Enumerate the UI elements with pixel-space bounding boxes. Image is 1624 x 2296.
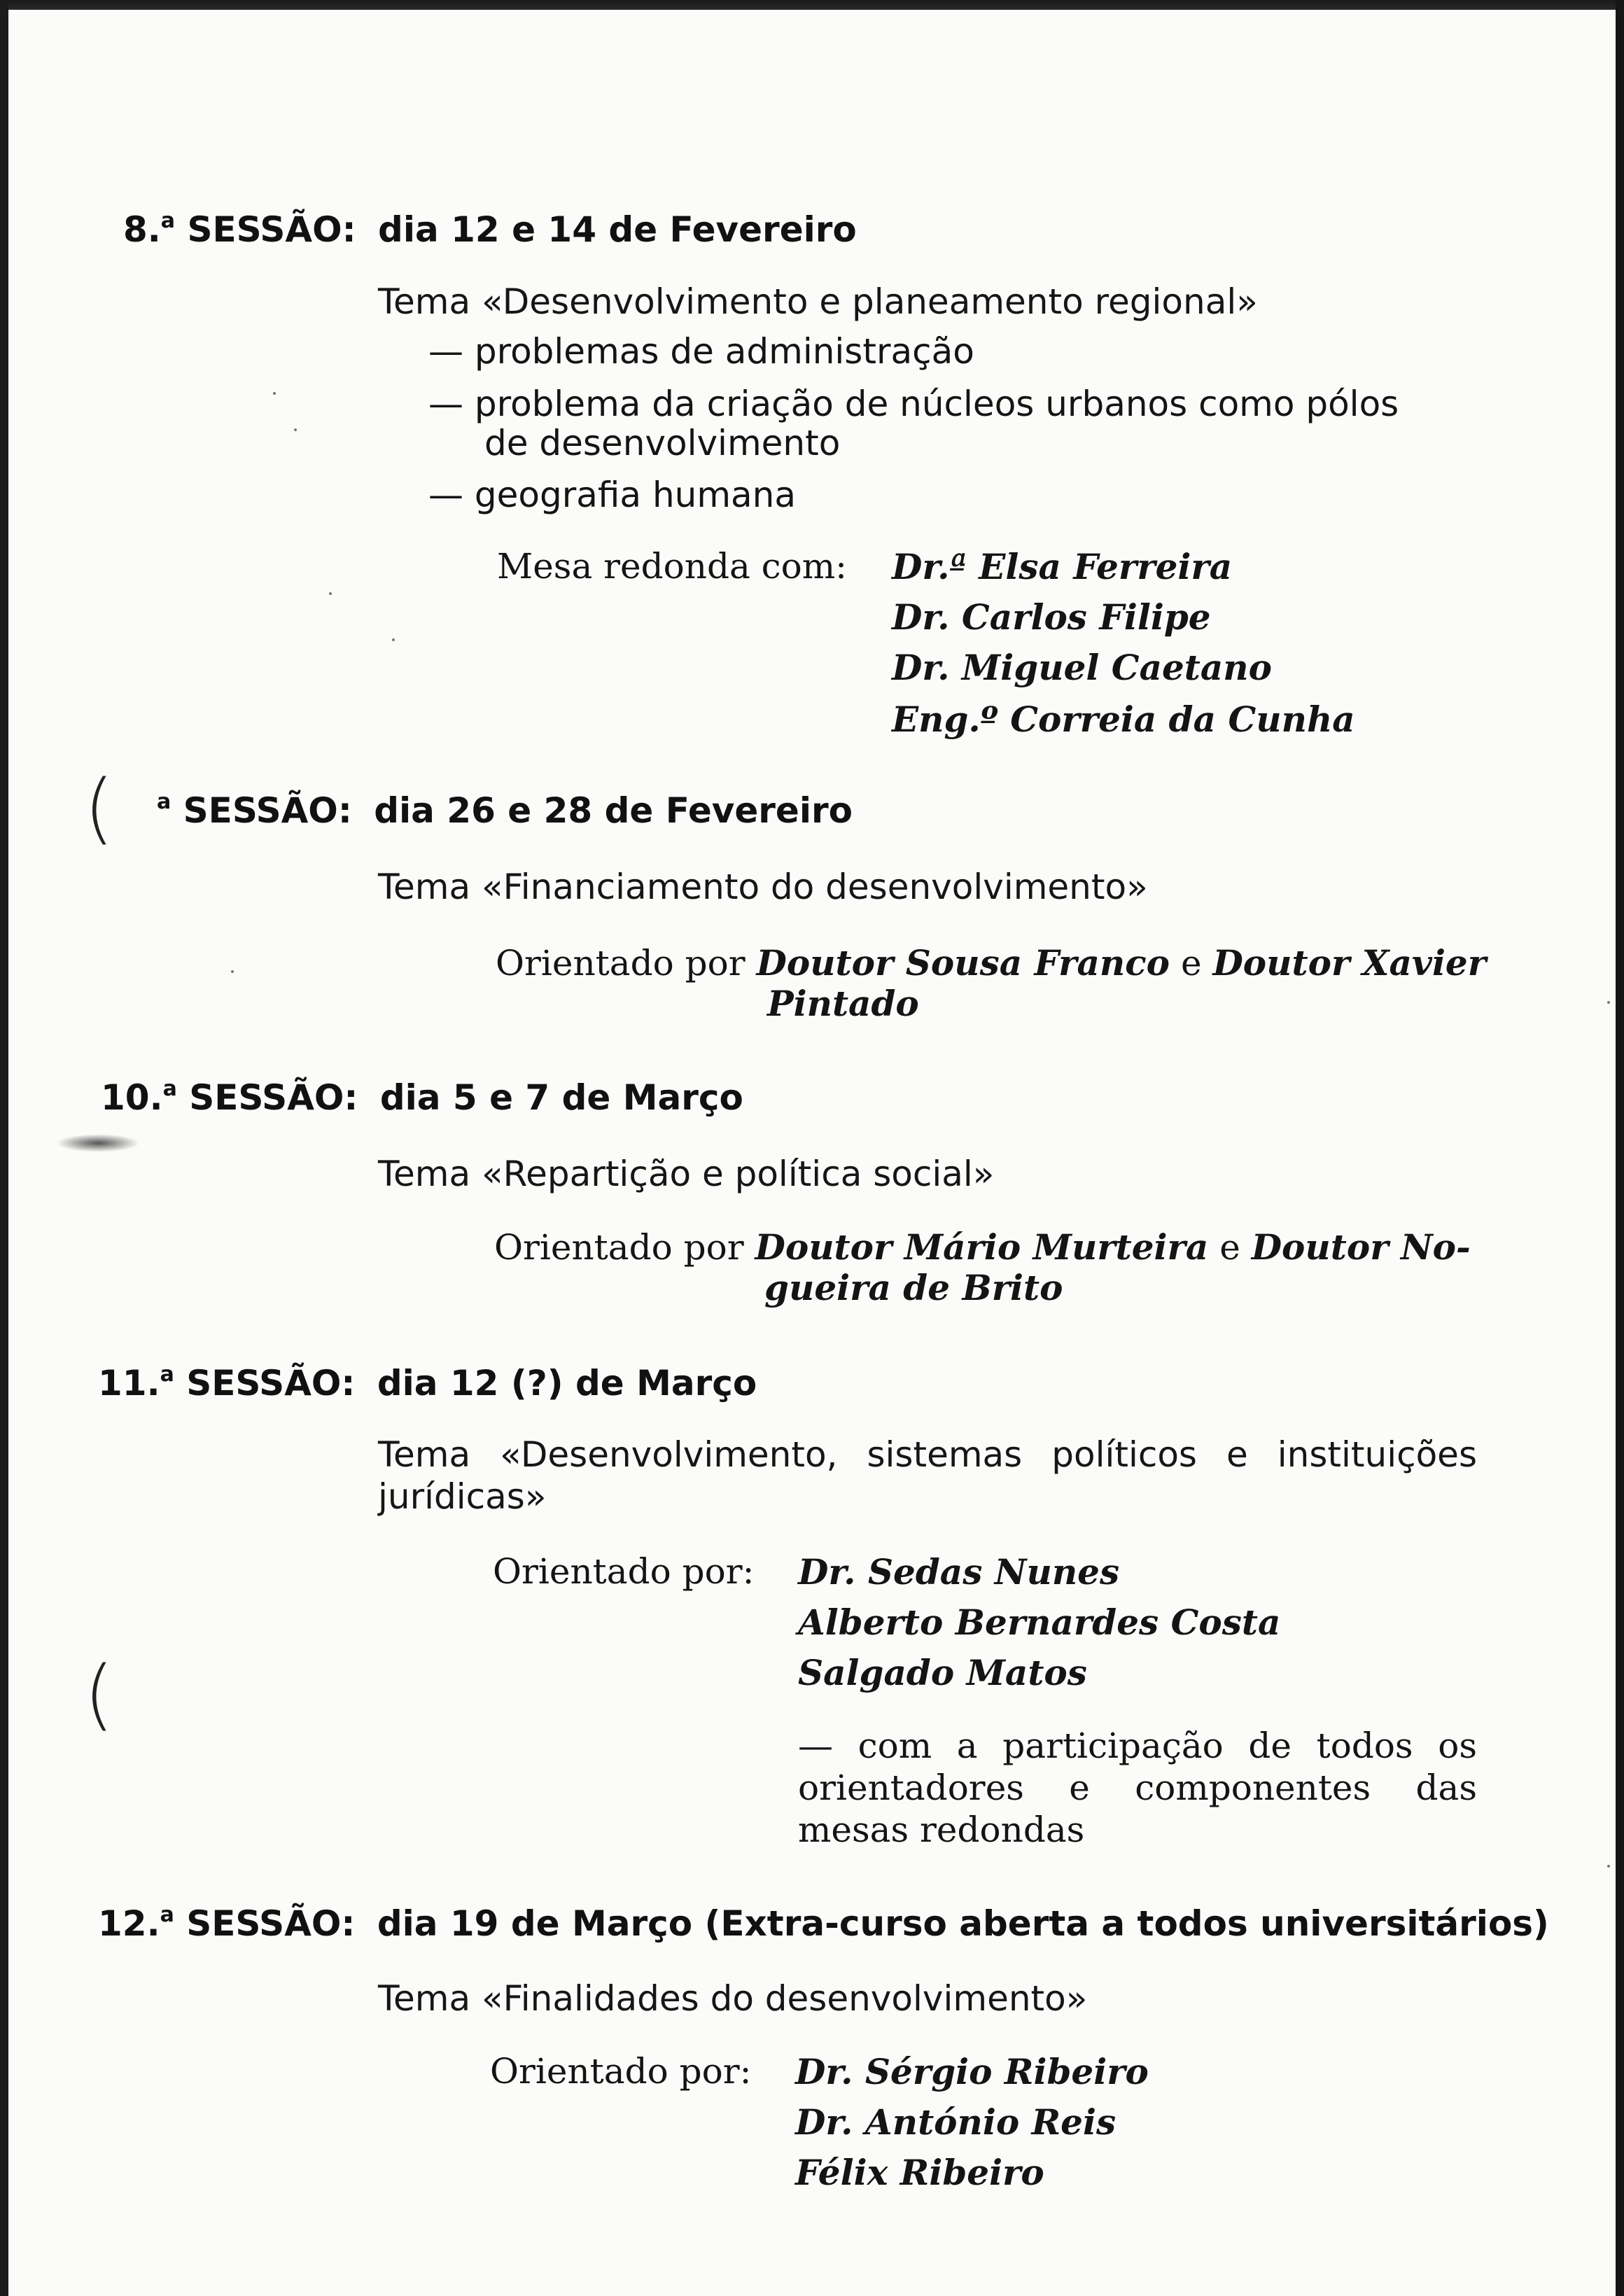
session-12-heading <box>98 1903 1549 1944</box>
session-number: 10.$^a$ <box>101 1077 177 1118</box>
session-label: SESSÃO: <box>186 1363 356 1404</box>
scan-speck <box>1607 1865 1610 1868</box>
participation-note: — com a participação de todos os orientadores e componentes das mesas redondas <box>798 1726 1477 1850</box>
session-12-theme: Tema «Finalidades do desenvolvimento» <box>378 1978 1088 2019</box>
topic-item: — problemas de administração <box>428 331 974 372</box>
session-number: 12.$^a$ <box>98 1903 174 1944</box>
scan-speck <box>392 638 395 641</box>
margin-bracket-mark: ( <box>84 763 114 853</box>
session-label: SESSÃO: <box>189 1077 358 1118</box>
session-number: 8.$^a$ <box>123 209 176 250</box>
session-label: SESSÃO: <box>183 790 352 831</box>
topic-item-continuation: de desenvolvimento <box>484 423 841 463</box>
panel-label: Mesa redonda com: <box>497 546 848 587</box>
session-8-heading <box>123 209 857 250</box>
scan-speck <box>1607 1001 1610 1004</box>
session-number: 11.$^a$ <box>98 1362 174 1404</box>
session-label: SESSÃO: <box>186 1903 356 1944</box>
panel-member: Eng.º Correia da Cunha <box>892 699 1355 740</box>
ink-smudge <box>56 1134 140 1152</box>
orientador-name: Doutor Mário Murteira <box>755 1226 1209 1268</box>
orientador-name: Dr. Sérgio Ribeiro <box>795 2051 1149 2092</box>
orientation-label: Orientado por: <box>493 1551 755 1592</box>
session-date: dia 12 (?) de Março <box>377 1363 757 1404</box>
session-8-theme: Tema «Desenvolvimento e planeamento regional» <box>378 281 1258 322</box>
margin-bracket-mark: ( <box>84 1649 114 1739</box>
orientation-line: Orientado por Doutor Sousa Franco e Doutor Xavier <box>496 942 1487 983</box>
scan-speck <box>294 428 297 431</box>
orientador-name: Dr. Sedas Nunes <box>798 1551 1120 1592</box>
session-date: dia 26 e 28 de Fevereiro <box>374 790 853 831</box>
orientador-name-continuation: Pintado <box>767 983 919 1024</box>
session-10-heading <box>101 1077 743 1118</box>
session-11-heading <box>98 1362 757 1404</box>
scan-speck <box>273 392 276 395</box>
orientador-name-continuation: gueira de Brito <box>764 1267 1063 1308</box>
session-number: a <box>157 790 172 814</box>
session-9-heading <box>157 790 853 831</box>
session-11-theme: Tema «Desenvolvimento, sistemas políticos e instituições jurídicas» <box>378 1434 1477 1517</box>
session-date: dia 5 e 7 de Março <box>379 1077 743 1118</box>
orientador-name: Doutor Sousa Franco <box>756 942 1170 983</box>
orientador-name: Doutor No- <box>1251 1226 1471 1268</box>
orientador-name: Félix Ribeiro <box>795 2152 1044 2193</box>
topic-item: — problema da criação de núcleos urbanos como pólos <box>428 384 1399 424</box>
panel-member: Dr. Miguel Caetano <box>892 647 1272 688</box>
orientador-name: Dr. António Reis <box>795 2101 1116 2143</box>
orientador-name: Alberto Bernardes Costa <box>798 1602 1281 1643</box>
orientation-label: Orientado por: <box>490 2051 752 2092</box>
panel-member: Dr.ª Elsa Ferreira <box>892 546 1233 587</box>
session-10-theme: Tema «Repartição e política social» <box>378 1154 995 1194</box>
session-label: SESSÃO: <box>187 209 356 250</box>
session-date: dia 19 de Março (Extra-curso aberta a todos universitários) <box>377 1903 1549 1944</box>
orientation-line: Orientado por Doutor Mário Murteira e Doutor No- <box>494 1226 1471 1268</box>
session-date: dia 12 e 14 de Fevereiro <box>378 209 857 250</box>
scan-speck <box>231 970 234 973</box>
scan-speck <box>329 592 332 595</box>
topic-item: — geografia humana <box>428 475 796 515</box>
panel-member: Dr. Carlos Filipe <box>892 596 1211 638</box>
orientador-name: Doutor Xavier <box>1212 942 1487 983</box>
orientador-name: Salgado Matos <box>798 1652 1087 1693</box>
session-9-theme: Tema «Financiamento do desenvolvimento» <box>378 867 1148 907</box>
